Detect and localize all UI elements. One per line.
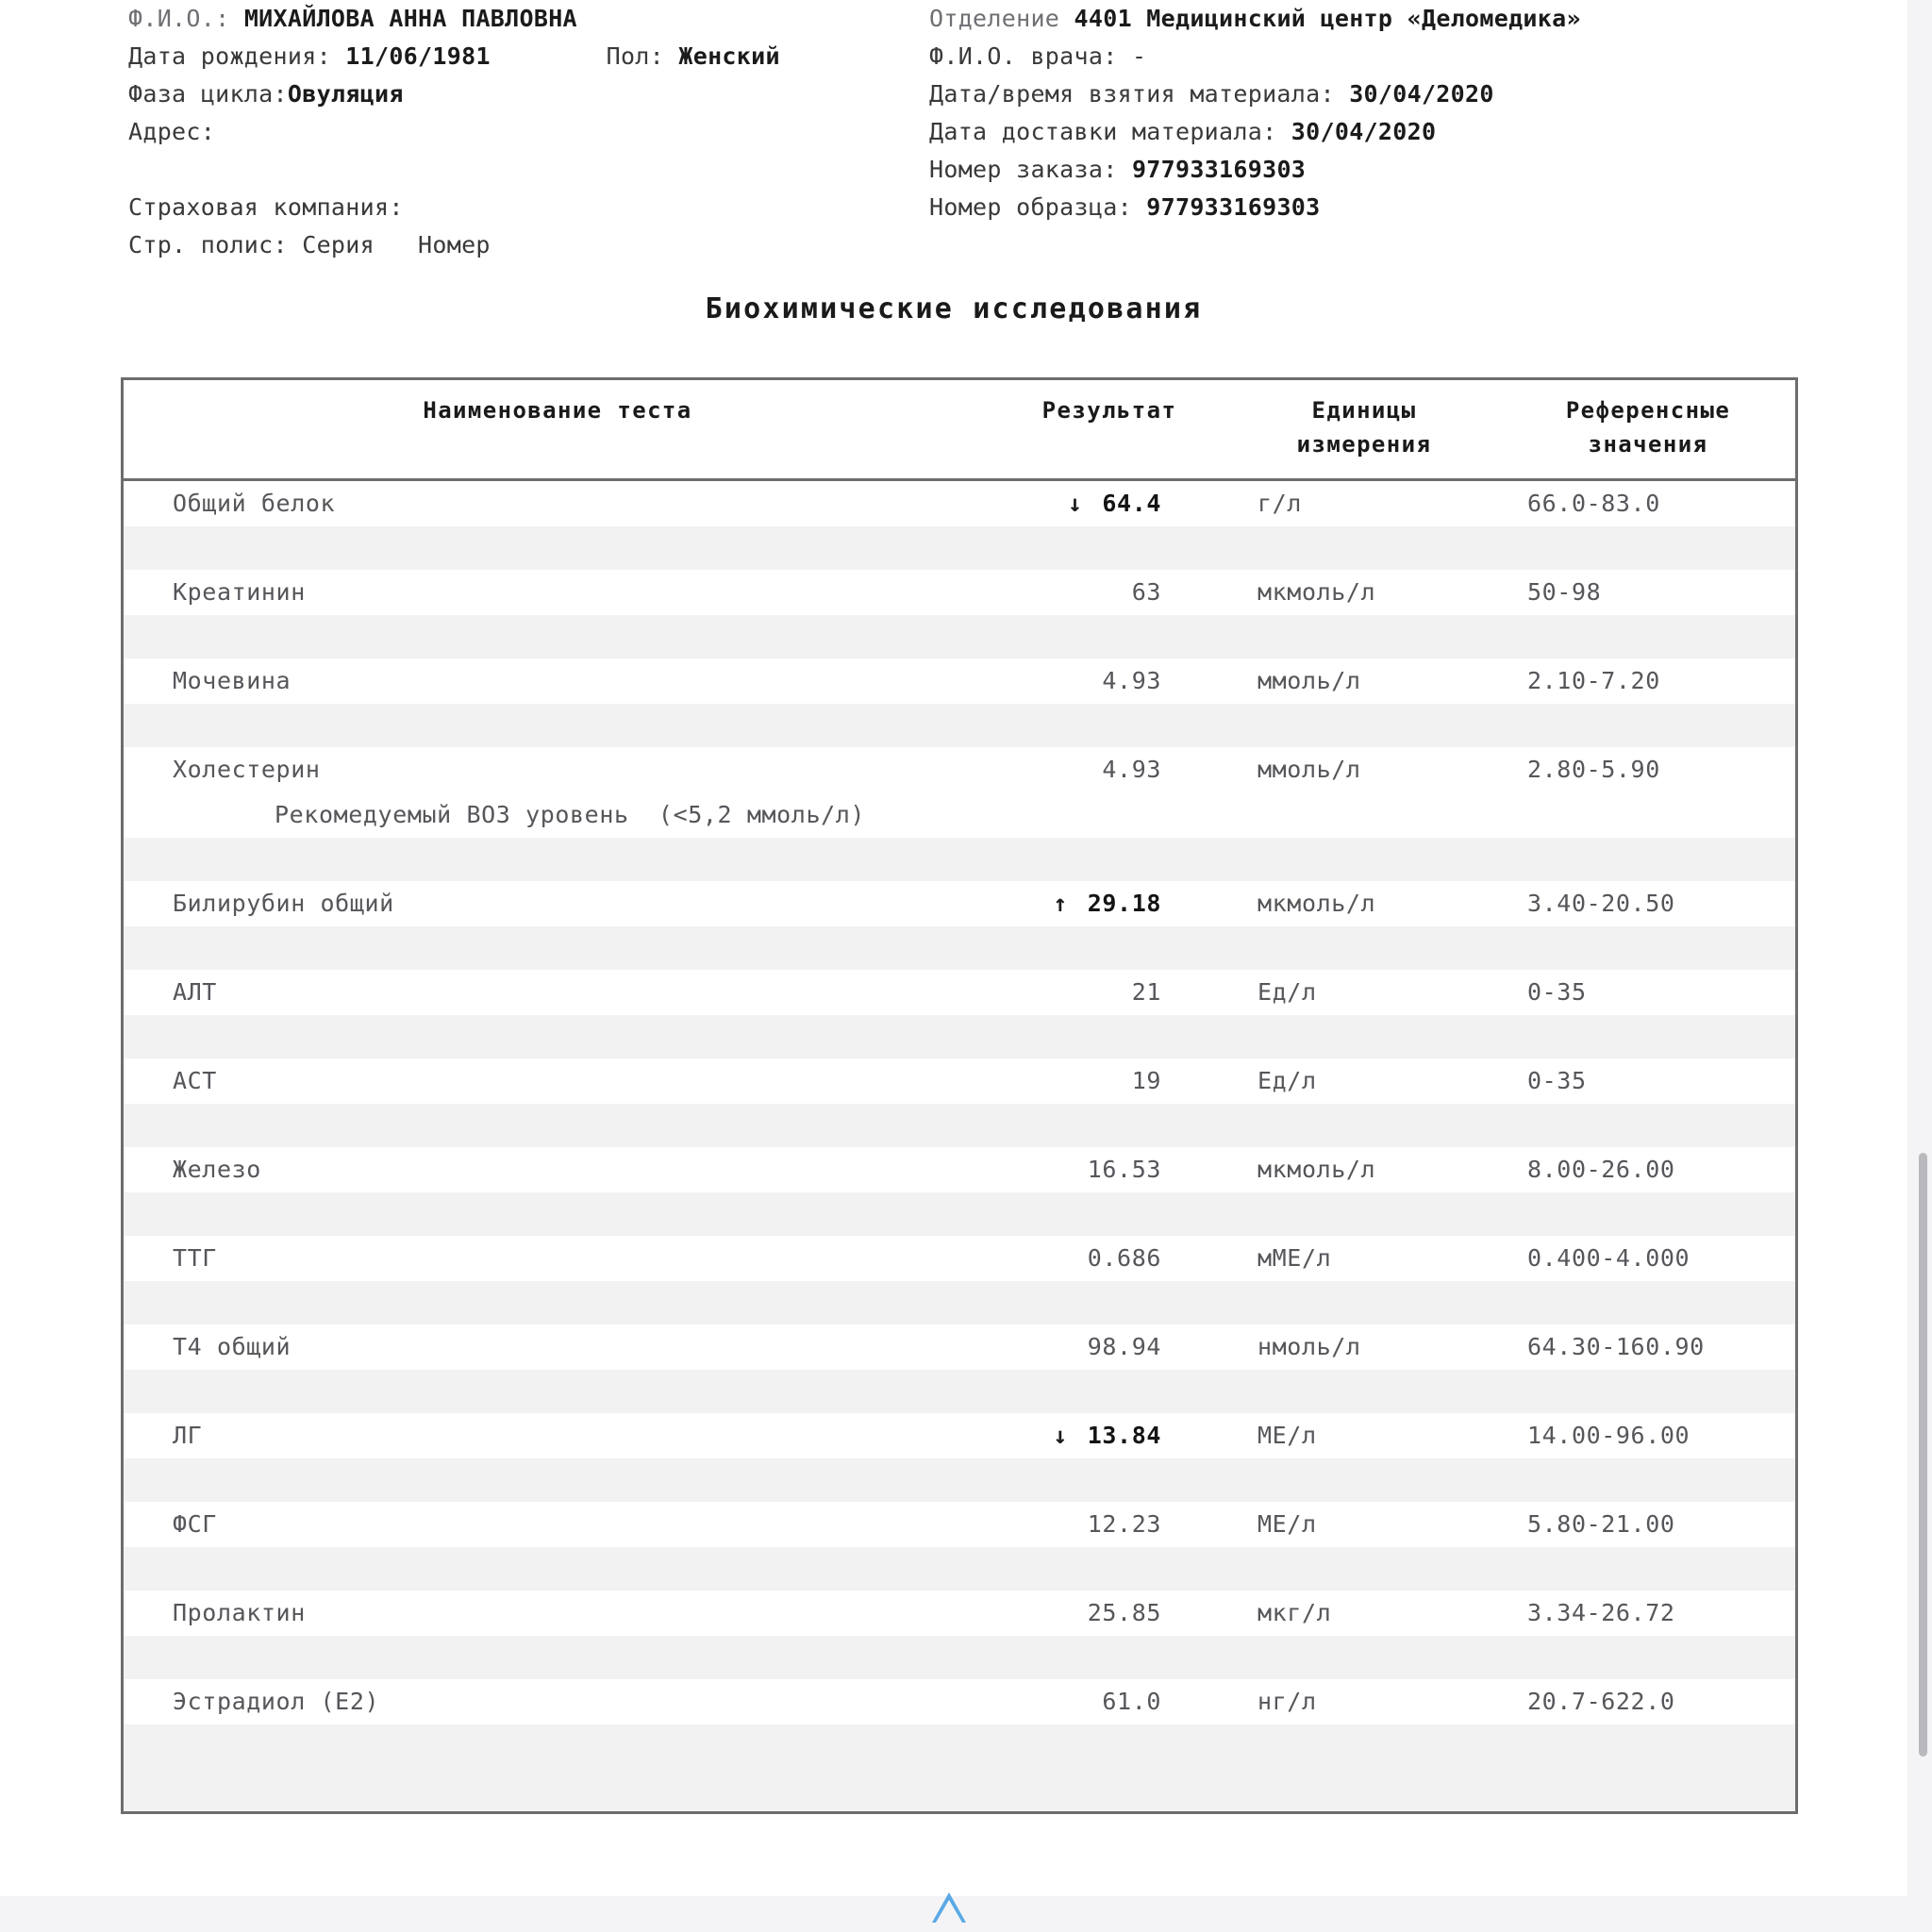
table-row	[124, 970, 1795, 1015]
cell-result	[991, 1679, 1227, 1724]
order-number-label: Номер заказа:	[929, 156, 1118, 183]
cell-reference: 3.40-20.50	[1527, 890, 1675, 917]
cell-result	[991, 747, 1227, 792]
table-row-spacer	[124, 1768, 1795, 1811]
cell-reference: 2.10-7.20	[1527, 667, 1660, 694]
department-row	[929, 0, 1816, 38]
cell-reference: 2.80-5.90	[1527, 756, 1660, 783]
table-row-spacer	[124, 838, 1795, 881]
collection-datetime-label: Дата/время взятия материала:	[929, 80, 1335, 108]
scroll-up-caret-icon[interactable]	[927, 1885, 971, 1928]
result-value: 61.0	[1102, 1688, 1161, 1715]
cycle-phase-label: Фаза цикла:	[128, 80, 288, 108]
spacer-cell	[124, 1370, 1795, 1413]
table-row-spacer	[124, 704, 1795, 747]
note-text: Рекомедуемый ВОЗ уровень (<5,2 ммоль/л)	[275, 801, 866, 828]
spacer-cell	[124, 838, 1795, 881]
delivery-date-value: 30/04/2020	[1291, 118, 1437, 145]
insurance-policy-label: Стр. полис: Серия Номер	[128, 231, 491, 258]
cell-test-name: Холестерин	[173, 756, 321, 783]
cycle-phase-row	[128, 75, 921, 113]
table-row-spacer	[124, 1192, 1795, 1236]
arrow-up-icon: ↑	[1053, 890, 1068, 917]
cell-reference: 0-35	[1527, 978, 1587, 1006]
address-row	[128, 113, 921, 151]
cell-unit: МЕ/л	[1257, 1510, 1317, 1538]
cell-result	[991, 970, 1227, 1015]
order-info-column	[929, 0, 1816, 226]
table-row-spacer	[124, 615, 1795, 658]
delivery-date-row	[929, 113, 1816, 151]
cell-reference: 3.34-26.72	[1527, 1599, 1675, 1626]
cell-reference: 64.30-160.90	[1527, 1333, 1705, 1360]
table-row	[124, 1324, 1795, 1370]
cell-unit: мкмоль/л	[1257, 578, 1376, 606]
table-row-spacer	[124, 1636, 1795, 1679]
cell-test-name: АСТ	[173, 1067, 217, 1094]
table-row-spacer	[124, 1370, 1795, 1413]
cell-test-name: ТТГ	[173, 1244, 217, 1272]
department-label: Отделение	[929, 5, 1060, 32]
table-row-spacer	[124, 526, 1795, 570]
result-value: 29.18	[1087, 890, 1161, 917]
patient-birthdate-label: Дата рождения:	[128, 42, 331, 70]
result-value: 25.85	[1087, 1599, 1161, 1626]
patient-fio-value: МИХАЙЛОВА АННА ПАВЛОВНА	[243, 5, 577, 32]
cell-test-name: Билирубин общий	[173, 890, 394, 917]
cell-result	[991, 480, 1227, 527]
cell-result	[991, 1236, 1227, 1281]
department-value: 4401 Медицинский центр «Деломедика»	[1074, 5, 1581, 32]
doctor-value: -	[1131, 42, 1147, 70]
address-label: Адрес:	[128, 118, 216, 145]
column-header-test-name: Наименование теста	[423, 397, 692, 424]
patient-info-column	[128, 0, 921, 264]
cell-reference: 0.400-4.000	[1527, 1244, 1690, 1272]
table-row-spacer	[124, 1458, 1795, 1502]
cell-unit: Ед/л	[1257, 1067, 1317, 1094]
result-value: 16.53	[1087, 1156, 1161, 1183]
result-value: 13.84	[1087, 1422, 1161, 1449]
cell-test-name: Общий белок	[173, 490, 336, 517]
cell-unit: мкмоль/л	[1257, 890, 1376, 917]
cell-result	[991, 1502, 1227, 1547]
sample-number-row	[929, 189, 1816, 226]
vertical-scrollbar-thumb[interactable]	[1919, 1153, 1927, 1757]
cell-reference: 14.00-96.00	[1527, 1422, 1690, 1449]
collection-datetime-row	[929, 75, 1816, 113]
patient-fio-label: Ф.И.О.:	[128, 5, 230, 32]
cell-test-name: Креатинин	[173, 578, 306, 606]
cell-result	[991, 1324, 1227, 1370]
table-row	[124, 747, 1795, 792]
cell-result	[991, 570, 1227, 615]
spacer-cell	[124, 1104, 1795, 1147]
result-value: 98.94	[1087, 1333, 1161, 1360]
spacer-cell	[124, 1192, 1795, 1236]
cell-unit: мкмоль/л	[1257, 1156, 1376, 1183]
table-row	[124, 1413, 1795, 1458]
table-row	[124, 1679, 1795, 1724]
table-row-spacer	[124, 1724, 1795, 1768]
spacer-cell	[124, 704, 1795, 747]
sample-number-value: 977933169303	[1146, 193, 1321, 221]
results-table-body	[124, 480, 1795, 1812]
table-row	[124, 1058, 1795, 1104]
cell-result	[991, 881, 1227, 926]
arrow-down-icon: ↓	[1067, 490, 1083, 517]
cell-reference: 66.0-83.0	[1527, 490, 1660, 517]
table-row-spacer	[124, 926, 1795, 970]
header-spacer	[128, 151, 921, 189]
collection-datetime-value: 30/04/2020	[1349, 80, 1494, 108]
result-value: 64.4	[1102, 490, 1161, 517]
spacer-cell	[124, 1547, 1795, 1591]
result-value: 19	[1131, 1067, 1161, 1094]
cell-test-name: Мочевина	[173, 667, 291, 694]
delivery-date-label: Дата доставки материала:	[929, 118, 1277, 145]
doctor-label: Ф.И.О. врача:	[929, 42, 1118, 70]
spacer-cell	[124, 1281, 1795, 1324]
cell-unit: мкг/л	[1257, 1599, 1332, 1626]
table-row	[124, 881, 1795, 926]
cell-result	[991, 1413, 1227, 1458]
cell-reference: 8.00-26.00	[1527, 1156, 1675, 1183]
results-table-container	[121, 377, 1798, 1814]
patient-fio-row	[128, 0, 921, 38]
doctor-row	[929, 38, 1816, 75]
table-row	[124, 1591, 1795, 1636]
result-value: 21	[1131, 978, 1161, 1006]
result-value: 4.93	[1102, 756, 1161, 783]
cell-test-name: ЛГ	[173, 1422, 203, 1449]
spacer-cell	[124, 1636, 1795, 1679]
cell-unit: ммоль/л	[1257, 667, 1361, 694]
cycle-phase-value: Овуляция	[287, 80, 404, 108]
order-number-value: 977933169303	[1131, 156, 1307, 183]
order-number-row	[929, 151, 1816, 189]
cell-unit: нмоль/л	[1257, 1333, 1361, 1360]
sample-number-label: Номер образца:	[929, 193, 1132, 221]
cell-unit: мМЕ/л	[1257, 1244, 1332, 1272]
cell-unit: г/л	[1257, 490, 1302, 517]
cell-unit: МЕ/л	[1257, 1422, 1317, 1449]
cell-test-name: Эстрадиол (Е2)	[173, 1688, 380, 1715]
table-row	[124, 658, 1795, 704]
cell-test-name: Пролактин	[173, 1599, 306, 1626]
cell-result	[991, 1147, 1227, 1192]
result-value: 12.23	[1087, 1510, 1161, 1538]
results-table-head	[124, 380, 1795, 480]
spacer-cell	[124, 1724, 1795, 1768]
cell-unit: ммоль/л	[1257, 756, 1361, 783]
table-row	[124, 1502, 1795, 1547]
cell-reference: 50-98	[1527, 578, 1602, 606]
spacer-cell	[124, 615, 1795, 658]
cell-result	[991, 1591, 1227, 1636]
insurance-company-label: Страховая компания:	[128, 193, 404, 221]
table-row	[124, 1236, 1795, 1281]
table-row-spacer	[124, 1281, 1795, 1324]
column-header-reference: Референсные значения	[1565, 397, 1731, 458]
column-header-result: Результат	[1041, 397, 1177, 424]
cell-test-name: АЛТ	[173, 978, 217, 1006]
cell-reference: 20.7-622.0	[1527, 1688, 1675, 1715]
patient-sex-label: Пол:	[606, 42, 665, 70]
cell-test-name: Т4 общий	[173, 1333, 291, 1360]
result-value: 63	[1131, 578, 1161, 606]
column-header-units: Единицы измерения	[1296, 397, 1432, 458]
table-row-spacer	[124, 1104, 1795, 1147]
table-row	[124, 480, 1795, 527]
spacer-cell	[124, 1458, 1795, 1502]
cell-result	[991, 1058, 1227, 1104]
section-title: Биохимические исследования	[705, 292, 1203, 325]
table-row-note	[124, 792, 1795, 838]
arrow-down-icon: ↓	[1053, 1422, 1068, 1449]
cell-reference: 5.80-21.00	[1527, 1510, 1675, 1538]
spacer-cell	[124, 526, 1795, 570]
patient-sex-value: Женский	[678, 42, 780, 70]
spacer-cell	[124, 926, 1795, 970]
spacer-cell	[124, 1768, 1795, 1811]
results-table	[124, 380, 1795, 1811]
result-value: 4.93	[1102, 667, 1161, 694]
cell-unit: Ед/л	[1257, 978, 1317, 1006]
cell-test-name: Железо	[173, 1156, 261, 1183]
report-header	[0, 0, 1907, 258]
table-row-spacer	[124, 1015, 1795, 1058]
results-header-row	[124, 380, 1795, 480]
cell-result	[991, 658, 1227, 704]
table-row	[124, 1147, 1795, 1192]
patient-birthdate-row	[128, 38, 921, 75]
cell-unit: нг/л	[1257, 1688, 1317, 1715]
spacer-cell	[124, 1015, 1795, 1058]
patient-birthdate-value: 11/06/1981	[345, 42, 491, 70]
insurance-company-row	[128, 189, 921, 226]
cell-reference: 0-35	[1527, 1067, 1587, 1094]
cell-test-name: ФСГ	[173, 1510, 217, 1538]
table-row-spacer	[124, 1547, 1795, 1591]
table-row	[124, 570, 1795, 615]
insurance-policy-row	[128, 226, 921, 264]
result-value: 0.686	[1087, 1244, 1161, 1272]
